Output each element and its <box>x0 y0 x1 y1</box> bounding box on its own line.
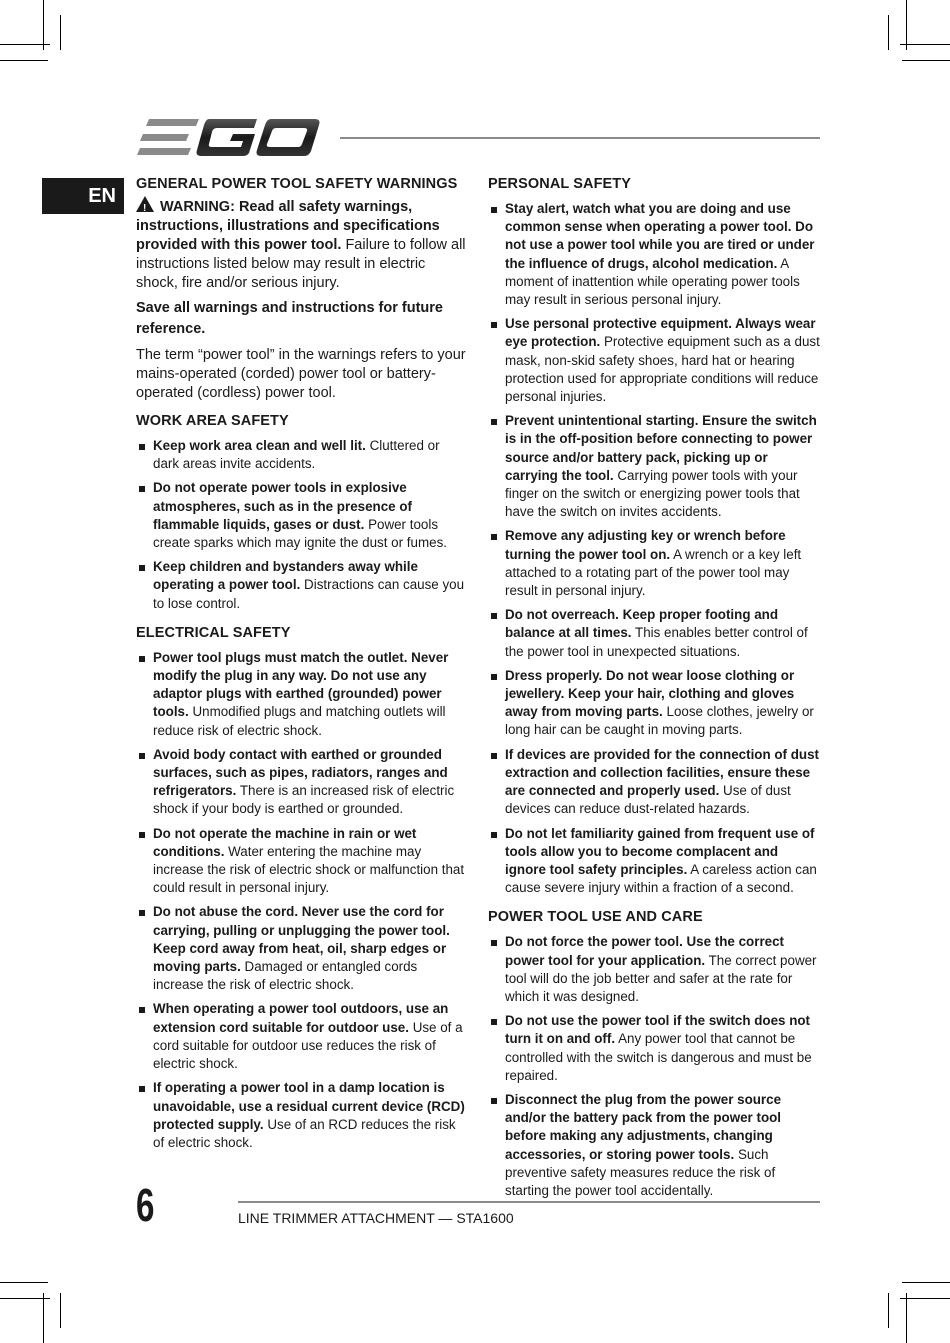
page-number: 6 <box>136 1179 155 1231</box>
crop-mark <box>902 1282 950 1283</box>
ego-logo <box>137 117 321 159</box>
footer-rule <box>238 1201 820 1203</box>
language-tab: EN <box>42 178 124 214</box>
use-care-list <box>488 933 821 1200</box>
section-heading: WORK AREA SAFETY <box>136 413 289 429</box>
crop-mark <box>0 60 48 61</box>
left-column <box>136 176 468 1164</box>
electrical-list <box>136 649 468 1152</box>
list-item: When operating a power tool outdoors, use an extension cord suitable for outdoor use. Use of a cord suitable for outdoor use reduces the risk of electric shock. <box>136 1000 468 1073</box>
crop-mark <box>0 1282 48 1283</box>
list-item: Prevent unintentional starting. Ensure the switch is in the off-position before connecting to power source and/or battery pack, picking up or carrying the tool. Carrying power tools with your finger on the switch or energizing power tools that have the switch on invites accidents. <box>488 412 821 521</box>
list-item: If devices are provided for the connection of dust extraction and collection facilities, ensure these are connected and properly used. Use of dust devices can reduce dust-related hazards. <box>488 746 821 819</box>
crop-mark <box>900 1298 950 1299</box>
list-item: Do not operate power tools in explosive atmospheres, such as in the presence of flammable liquids, gases or dust. Power tools create sparks which may ignite the dust or fumes. <box>136 479 468 552</box>
list-item: Dress properly. Do not wear loose clothing or jewellery. Keep your hair, clothing and gloves away from moving parts. Loose clothes, jewelry or long hair can be caught in moving parts. <box>488 667 821 740</box>
warning-triangle-icon: ! <box>136 196 154 212</box>
crop-mark <box>902 60 950 61</box>
right-column <box>488 176 821 1212</box>
crop-mark <box>43 0 44 50</box>
crop-mark <box>906 0 907 50</box>
warning-bold: Read all safety warnings, instructions, illustrations and specifications provided with this power tool. <box>136 199 440 253</box>
warning-label: WARNING: <box>160 199 235 215</box>
section-heading: GENERAL POWER TOOL SAFETY WARNINGS <box>136 176 458 192</box>
list-item: Power tool plugs must match the outlet. Never modify the plug in any way. Do not use any adaptor plugs with earthed (grounded) power tools. Unmodified plugs and matching outlets will reduce risk of electric shock. <box>136 649 468 740</box>
list-item: Disconnect the plug from the power source and/or the battery pack from the power tool before making any adjustments, changing accessories, or storing power tools. Such preventive safety measures reduce the risk of starting the power tool accidentally. <box>488 1091 821 1200</box>
footer-doc-title: LINE TRIMMER ATTACHMENT — STA1600 <box>238 1210 514 1226</box>
list-item: Use personal protective equipment. Always wear eye protection. Protective equipment such as a dust mask, non-skid safety shoes, hard hat or hearing protection used for appropriate conditions will reduce personal injuries. <box>488 315 821 406</box>
save-note: Save all warnings and instructions for future reference. <box>136 300 443 337</box>
warning-paragraph <box>136 196 468 293</box>
list-item: Avoid body contact with earthed or grounded surfaces, such as pipes, radiators, ranges and refrigerators. There is an increased risk of electric shock if your body is earthed or grounded. <box>136 746 468 819</box>
personal-safety-list <box>488 200 821 897</box>
term-note: The term “power tool” in the warnings refers to your mains-operated (corded) power tool or battery-operated (cordless) power tool. <box>136 347 466 401</box>
list-item: Do not operate the machine in rain or wet conditions. Water entering the machine may increase the risk of electric shock or malfunction that could result in personal injury. <box>136 825 468 898</box>
crop-mark <box>60 15 61 50</box>
crop-mark <box>888 15 889 50</box>
warning-text: Failure to follow all instructions listed below may result in electric shock, fire and/or serious injury. <box>136 237 466 291</box>
section-heading: PERSONAL SAFETY <box>488 176 632 192</box>
list-item: Remove any adjusting key or wrench before turning the power tool on. A wrench or a key left attached to a rotating part of the power tool may result in personal injury. <box>488 527 821 600</box>
list-item: If operating a power tool in a damp location is unavoidable, use a residual current device (RCD) protected supply. Use of an RCD reduces the risk of electric shock. <box>136 1079 468 1152</box>
crop-mark <box>888 1293 889 1328</box>
list-item: Do not force the power tool. Use the correct power tool for your application. The correct power tool will do the job better and safer at the rate for which it was designed. <box>488 933 821 1006</box>
list-item: Do not use the power tool if the switch does not turn it on and off. Any power tool that cannot be controlled with the switch is dangerous and must be repaired. <box>488 1012 821 1085</box>
header-rule <box>340 137 820 139</box>
crop-mark <box>900 44 950 45</box>
crop-mark <box>60 1293 61 1328</box>
crop-mark <box>906 1293 907 1343</box>
list-item: Do not overreach. Keep proper footing and balance at all times. This enables better control of the power tool in unexpected situations. <box>488 606 821 661</box>
list-item: Keep work area clean and well lit. Cluttered or dark areas invite accidents. <box>136 437 468 473</box>
crop-mark <box>43 1293 44 1343</box>
list-item: Do not abuse the cord. Never use the cord for carrying, pulling or unplugging the power tool. Keep cord away from heat, oil, sharp edges or moving parts. Damaged or entangled cords increase the risk of electric shock. <box>136 903 468 994</box>
work-area-list <box>136 437 468 613</box>
section-heading: ELECTRICAL SAFETY <box>136 624 291 641</box>
list-item: Stay alert, watch what you are doing and use common sense when operating a power tool. Do not use a power tool while you are tired or under the influence of drugs, alcohol medication. A moment of inattention while operating power tools may result in serious personal injury. <box>488 200 821 309</box>
section-heading: POWER TOOL USE AND CARE <box>488 909 703 926</box>
list-item: Keep children and bystanders away while operating a power tool. Distractions can cause you to lose control. <box>136 558 468 613</box>
list-item: Do not let familiarity gained from frequent use of tools allow you to become complacent and ignore tool safety principles. A careless action can cause severe injury within a fraction of a second. <box>488 825 821 898</box>
